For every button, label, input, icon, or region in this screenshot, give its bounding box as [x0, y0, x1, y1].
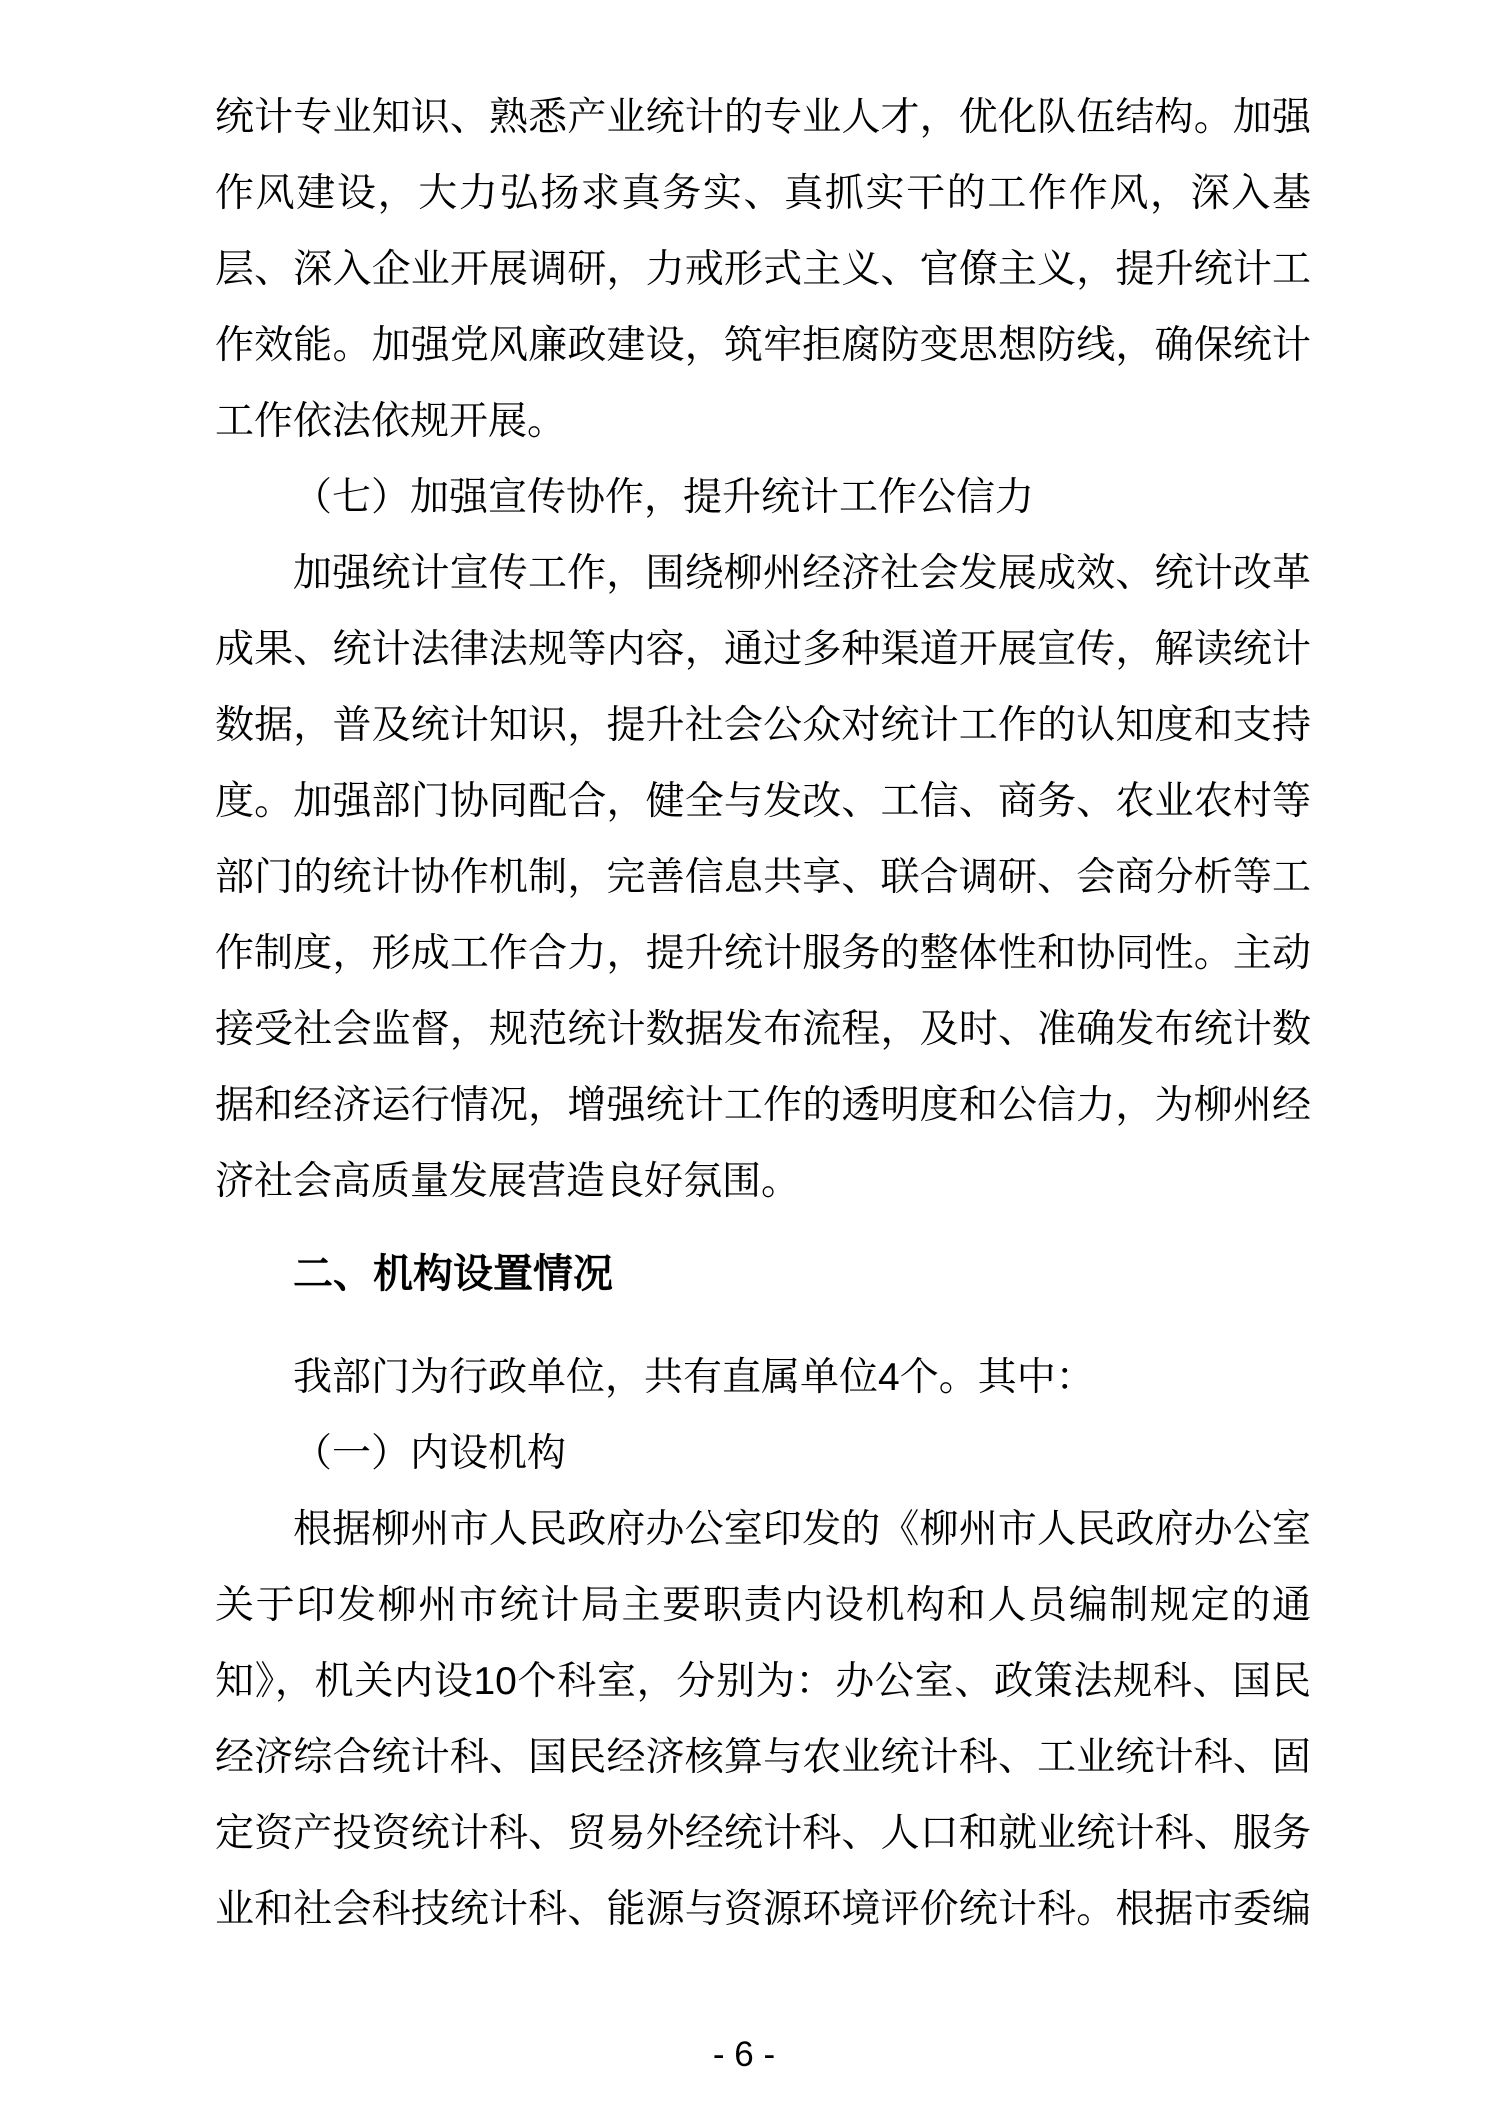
text-line: 作风建设，大力弘扬求真务实、真抓实干的工作作风，深入基: [215, 172, 1311, 215]
page-number: - 6 -: [712, 2035, 776, 2074]
text-line: 统计专业知识、熟悉产业统计的专业人才，优化队伍结构。加强: [215, 96, 1311, 139]
text-line: 关于印发柳州市统计局主要职责内设机构和人员编制规定的通: [215, 1584, 1311, 1627]
text-line: 部门的统计协作机制，完善信息共享、联合调研、会商分析等工: [215, 856, 1311, 899]
subsection-heading: （一）内设机构: [293, 1432, 567, 1475]
section-heading: 二、机构设置情况: [293, 1252, 613, 1296]
text-line: 根据柳州市人民政府办公室印发的《柳州市人民政府办公室: [293, 1508, 1311, 1551]
text-line: 经济综合统计科、国民经济核算与农业统计科、工业统计科、固: [215, 1736, 1311, 1779]
text-line: 业和社会科技统计科、能源与资源环境评价统计科。根据市委编: [215, 1888, 1311, 1931]
text-line: 济社会高质量发展营造良好氛围。: [215, 1160, 801, 1203]
text-line: 我部门为行政单位，共有直属单位4个。其中：: [293, 1356, 1095, 1399]
text-line: 定资产投资统计科、贸易外经统计科、人口和就业统计科、服务: [215, 1812, 1311, 1855]
text-line: 知》，机关内设10个科室，分别为：办公室、政策法规科、国民: [215, 1660, 1311, 1703]
text-line: 数据，普及统计知识，提升社会公众对统计工作的认知度和支持: [215, 704, 1311, 747]
text-line: 作效能。加强党风廉政建设，筑牢拒腐防变思想防线，确保统计: [215, 324, 1311, 367]
text-line: 层、深入企业开展调研，力戒形式主义、官僚主义，提升统计工: [215, 248, 1311, 291]
text-line: 度。加强部门协同配合，健全与发改、工信、商务、农业农村等: [215, 780, 1311, 823]
text-line: 工作依法依规开展。: [215, 400, 567, 443]
text-line: 接受社会监督，规范统计数据发布流程，及时、准确发布统计数: [215, 1008, 1311, 1051]
subsection-heading: （七）加强宣传协作，提升统计工作公信力: [293, 476, 1035, 519]
text-line: 成果、统计法律法规等内容，通过多种渠道开展宣传，解读统计: [215, 628, 1311, 671]
text-line: 加强统计宣传工作，围绕柳州经济社会发展成效、统计改革: [293, 552, 1311, 595]
text-line: 据和经济运行情况，增强统计工作的透明度和公信力，为柳州经: [215, 1084, 1311, 1127]
document-body: [215, 80, 1311, 1948]
text-line: 作制度，形成工作合力，提升统计服务的整体性和协同性。主动: [215, 932, 1311, 975]
